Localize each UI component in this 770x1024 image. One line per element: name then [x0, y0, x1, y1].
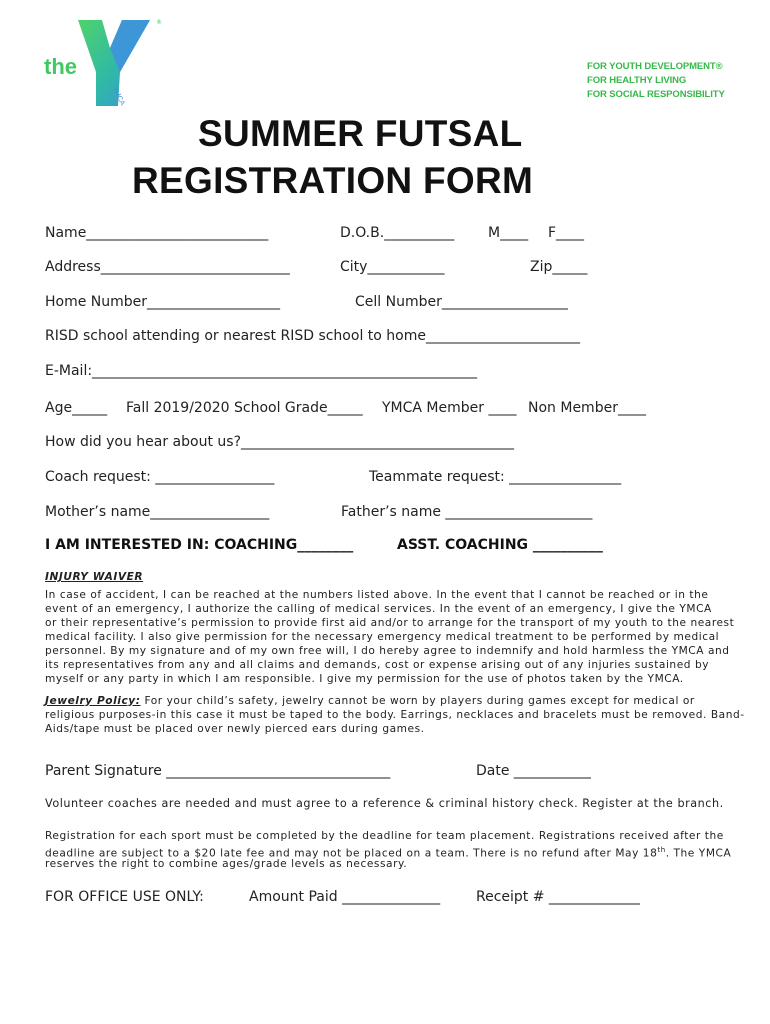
svg-text:®: ®	[156, 19, 162, 26]
cell-number-field[interactable]: Cell Number__________________	[355, 294, 568, 310]
registration-note-line: Registration for each sport must be completed by the deadline for team placement. Registrations received after the	[45, 830, 724, 842]
waiver-line: or their representative’s permission to provide first aid and/or to arrange for the transport of my youth to the nearest	[45, 617, 735, 629]
name-field[interactable]: Name__________________________	[45, 225, 269, 241]
waiver-line: event of an emergency, I authorize the calling of medical services. In the event of an emergency, I give the YMCA	[45, 603, 712, 615]
jewelry-policy-heading: Jewelry Policy:	[45, 695, 141, 707]
waiver-line: medical facility. I also give permission for the necessary emergency medical treatment to be performed by medical	[45, 631, 720, 643]
parent-signature-field[interactable]: Parent Signature ________________________________	[45, 763, 391, 779]
volunteer-note: Volunteer coaches are needed and must agree to a reference & criminal history check. Register at the branch.	[45, 797, 724, 810]
logo-vertical-text: YMCA	[110, 85, 126, 107]
email-field[interactable]: E-Mail:_______________________________________________________	[45, 363, 478, 379]
registration-note-text: . The YMCA	[665, 847, 732, 860]
ymca-member-field[interactable]: YMCA Member ____	[382, 400, 517, 416]
jewelry-policy-text: For your child’s safety, jewelry cannot be worn by players during games except for medical or	[140, 695, 695, 707]
mother-name-field[interactable]: Mother’s name_________________	[45, 504, 270, 520]
city-field[interactable]: City___________	[340, 259, 445, 275]
coach-request-field[interactable]: Coach request: _________________	[45, 469, 275, 485]
registration-note-text: deadline are subject to a $20 late fee and may not be placed on a team. There is no refund after May 18	[45, 847, 658, 860]
male-field[interactable]: M____	[488, 225, 529, 241]
dob-field[interactable]: D.O.B.__________	[340, 225, 455, 241]
date-field[interactable]: Date ___________	[476, 763, 591, 779]
address-field[interactable]: Address___________________________	[45, 259, 290, 275]
school-grade-field[interactable]: Fall 2019/2020 School Grade_____	[126, 400, 363, 416]
form-title-line2: REGISTRATION FORM	[132, 160, 534, 201]
receipt-field[interactable]: Receipt # _____________	[476, 889, 640, 905]
teammate-request-field[interactable]: Teammate request: ________________	[369, 469, 622, 485]
injury-waiver-heading: INJURY WAIVER	[45, 571, 144, 583]
amount-paid-field[interactable]: Amount Paid ______________	[249, 889, 441, 905]
waiver-line: its representatives from any and all claims and demands, cost or expense arising out of any injuries sustained by	[45, 659, 710, 671]
registration-note-line: reserves the right to combine ages/grade levels as necessary.	[45, 858, 408, 870]
tagline-social-responsibility: FOR SOCIAL RESPONSIBILITY	[587, 89, 725, 100]
jewelry-policy-line: Aids/tape must be placed over newly pierced ears during games.	[45, 723, 425, 735]
jewelry-policy-line	[45, 694, 695, 708]
home-number-field[interactable]: Home Number___________________	[45, 294, 281, 310]
non-member-field[interactable]: Non Member____	[528, 400, 646, 416]
logo-word: the	[44, 54, 77, 79]
female-field[interactable]: F____	[548, 225, 585, 241]
zip-field[interactable]: Zip_____	[530, 259, 588, 275]
jewelry-policy-line: religious purposes-in this case it must be taped to the body. Earrings, necklaces and bracelets must be removed. Band-	[45, 709, 745, 721]
office-use-label: FOR OFFICE USE ONLY:	[45, 889, 204, 905]
asst-coaching-field[interactable]: ASST. COACHING __________	[397, 537, 603, 553]
ordinal-suffix: th	[657, 846, 666, 854]
risd-school-field[interactable]: RISD school attending or nearest RISD school to home______________________	[45, 328, 580, 344]
waiver-line: In case of accident, I can be reached at the numbers listed above. In the event that I cannot be reached or in the	[45, 589, 709, 601]
tagline-healthy-living: FOR HEALTHY LIVING	[587, 75, 687, 86]
ymca-logo	[40, 14, 164, 110]
age-field[interactable]: Age_____	[45, 400, 108, 416]
ymca-y-logo-icon	[40, 14, 164, 110]
waiver-line: myself or any party in which I am responsible. I give my permission for the use of photos taken by the YMCA.	[45, 673, 684, 685]
form-title-line1: SUMMER FUTSAL	[198, 113, 523, 154]
waiver-line: personnel. By my signature and of my own free will, I do hereby agree to indemnify and hold harmless the YMCA and	[45, 645, 730, 657]
father-name-field[interactable]: Father’s name _____________________	[341, 504, 593, 520]
interested-coaching-field[interactable]: I AM INTERESTED IN: COACHING________	[45, 537, 354, 553]
tagline-youth-development: FOR YOUTH DEVELOPMENT®	[587, 61, 723, 72]
hear-about-field[interactable]: How did you hear about us?_______________________________________	[45, 434, 514, 450]
